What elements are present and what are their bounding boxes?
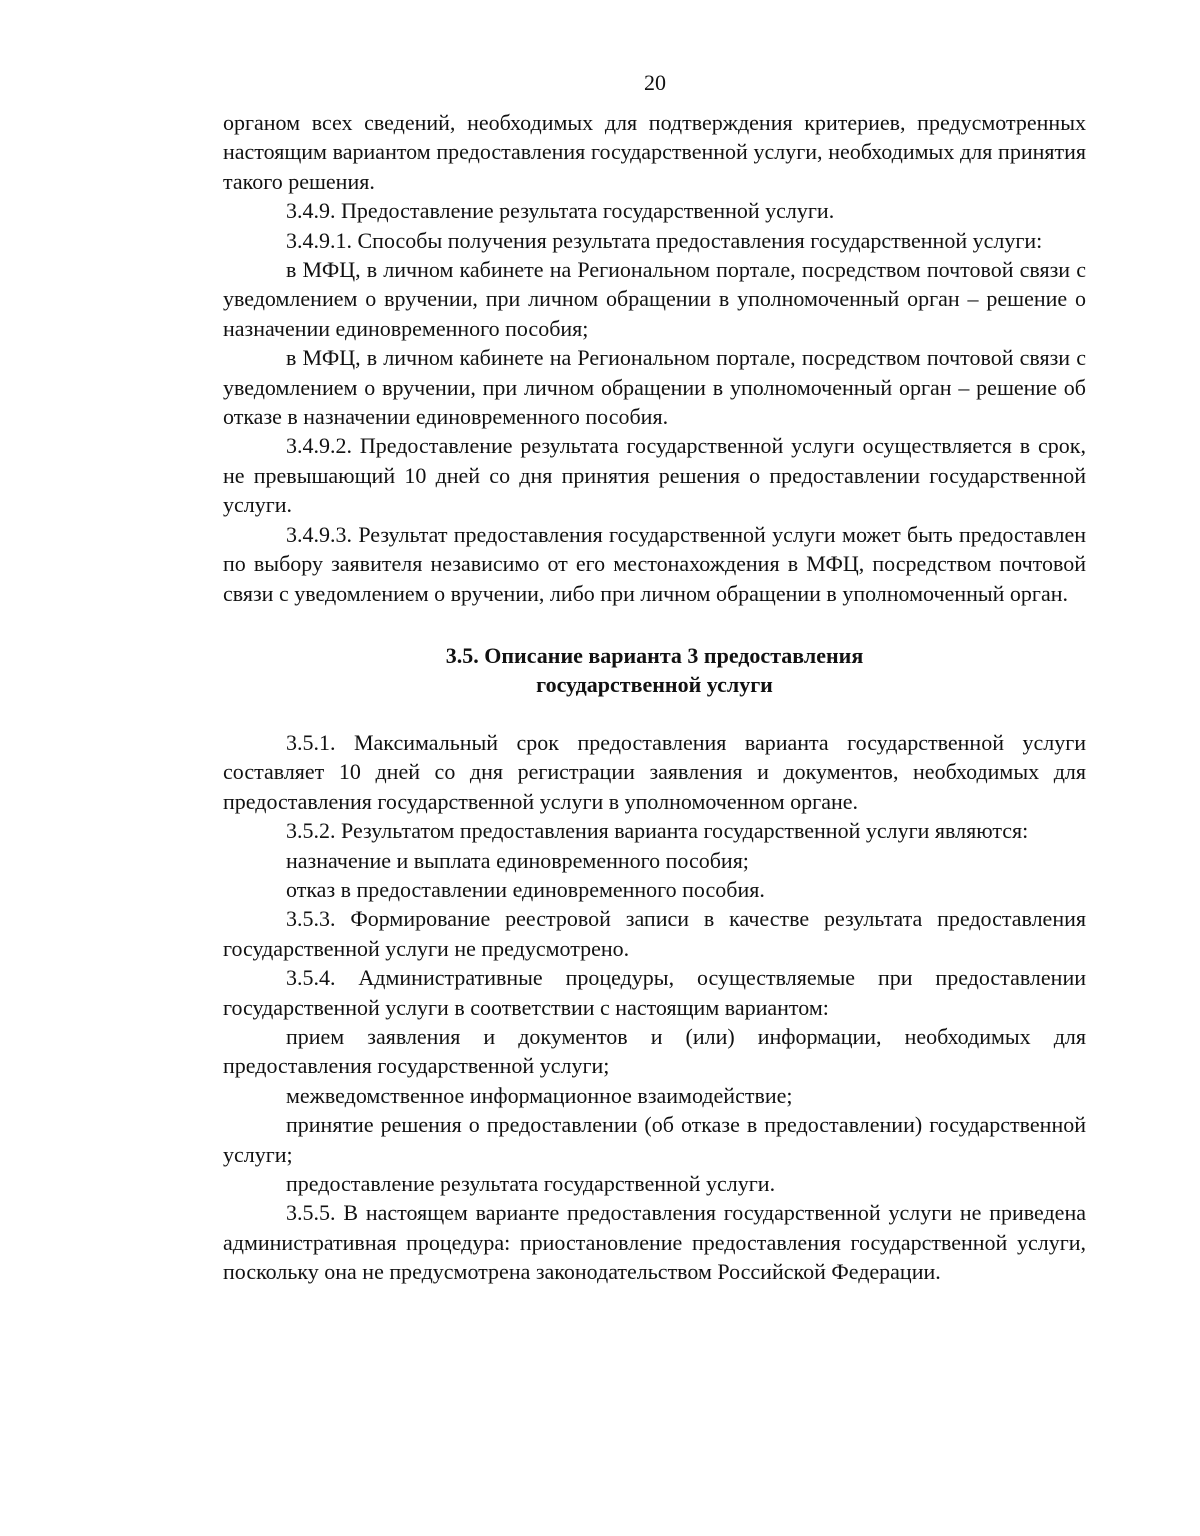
paragraph: межведомственное информационное взаимодействие; <box>286 1082 793 1108</box>
paragraph: 3.4.9. Предоставление результата государственной услуги. <box>286 198 835 224</box>
paragraph: 3.4.9.3. Результат предоставления государственной услуги может быть предоставлен по выбору заявителя независимо от его местонахождения в МФЦ, посредством почтовой связи с уведомлением о вручении, либо при личном обращении в уполномоченный орган. <box>223 521 1086 606</box>
paragraph: 3.5.5. В настоящем варианте предоставления государственной услуги не приведена административная процедура: приостановление предоставления государственной услуги, поскольку она не предусмотрена законодательством Российской Федерации. <box>223 1200 1086 1285</box>
paragraph: предоставление результата государственной услуги. <box>286 1171 776 1196</box>
paragraphs-after <box>223 728 1086 1287</box>
paragraph: 3.4.9.2. Предоставление результата государственной услуги осуществляется в срок, не превышающий 10 дней со дня принятия решения о предоставлении государственной услуги. <box>223 433 1086 518</box>
paragraph: 3.5.3. Формирование реестровой записи в качестве результата предоставления государственной услуги не предусмотрено. <box>223 906 1086 961</box>
document-body <box>223 108 1086 1287</box>
paragraph: 3.5.1. Максимальный срок предоставления варианта государственной услуги составляет 10 дней со дня регистрации заявления и документов, необходимых для предоставления государственной услуги в уполномоченном органе. <box>223 729 1086 814</box>
paragraph: в МФЦ, в личном кабинете на Региональном портале, посредством почтовой связи с уведомлением о вручении, при личном обращении в уполномоченный орган – решение о назначении единовременного пособия; <box>223 257 1086 341</box>
paragraph: прием заявления и документов и (или) информации, необходимых для предоставления государственной услуги; <box>223 1023 1086 1079</box>
paragraph: 3.4.9.1. Способы получения результата предоставления государственной услуги: <box>286 227 1043 253</box>
paragraphs-before <box>223 108 1086 608</box>
paragraph: принятие решения о предоставлении (об отказе в предоставлении) государственной услуги; <box>223 1112 1086 1167</box>
paragraph: назначение и выплата единовременного пособия; <box>286 847 749 873</box>
section-heading <box>223 641 1086 699</box>
section-heading-line-2: государственной услуги <box>536 671 773 697</box>
paragraph: 3.5.2. Результатом предоставления варианта государственной услуги являются: <box>286 818 1029 844</box>
paragraph: отказ в предоставлении единовременного пособия. <box>286 876 765 902</box>
paragraph: органом всех сведений, необходимых для подтверждения критериев, предусмотренных настоящим вариантом предоставления государственной услуги, необходимых для принятия такого решения. <box>223 110 1086 194</box>
paragraph: 3.5.4. Административные процедуры, осуществляемые при предоставлении государственной услуги в соответствии с настоящим вариантом: <box>223 965 1086 1020</box>
section-heading-line-1: 3.5. Описание варианта 3 предоставления <box>445 642 864 668</box>
paragraph: в МФЦ, в личном кабинете на Региональном портале, посредством почтовой связи с уведомлением о вручении, при личном обращении в уполномоченный орган – решение об отказе в назначении единовременного пособия. <box>223 345 1086 430</box>
page-number: 20 <box>644 70 666 95</box>
